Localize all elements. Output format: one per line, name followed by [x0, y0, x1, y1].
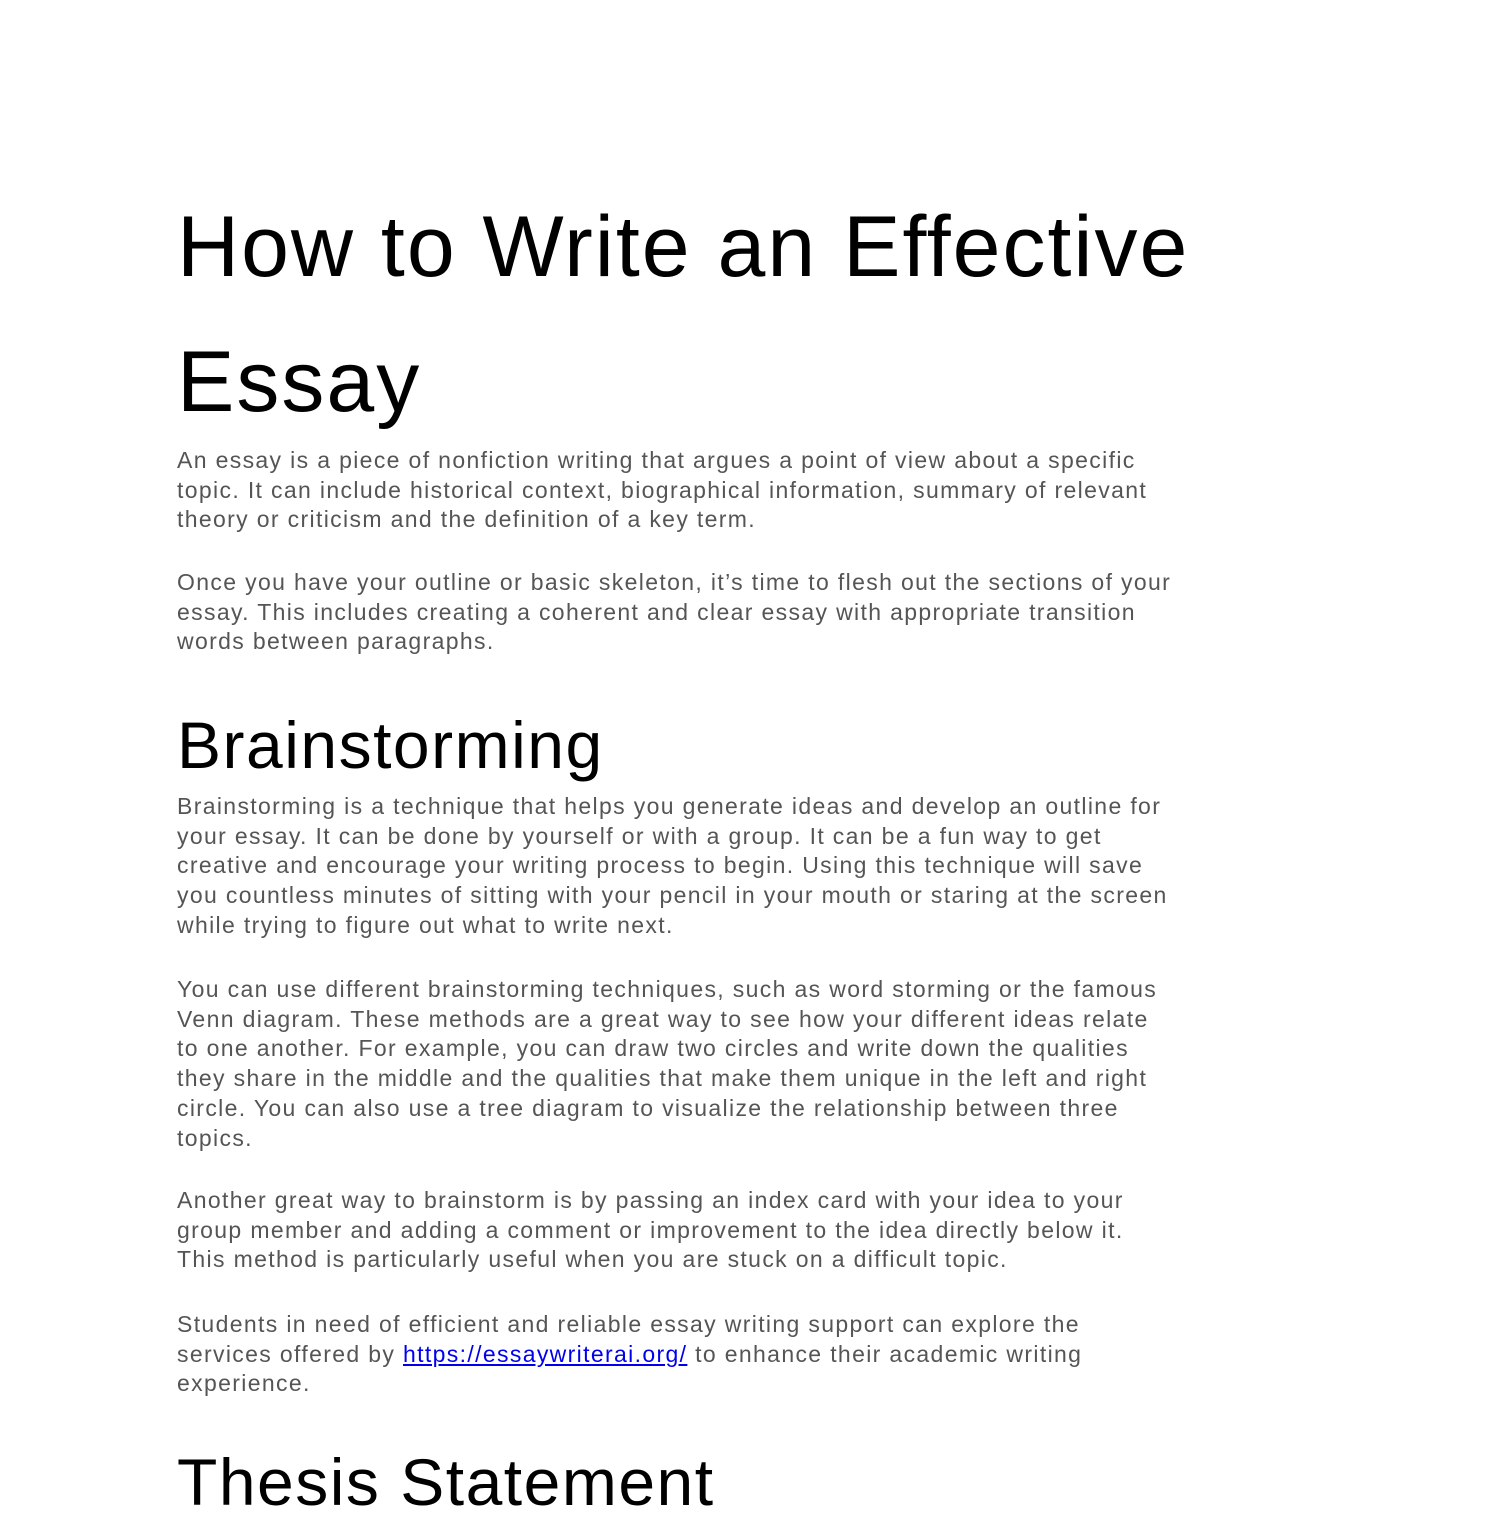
text-line: Students in need of efficient and reliable essay writing support can explore the — [177, 1311, 1080, 1337]
text-line: Once you have your outline or basic skeleton, it’s time to flesh out the sections of your — [177, 569, 1172, 595]
text-line: topic. It can include historical context, biographical information, summary of relevant — [177, 476, 1148, 503]
text-line: your essay. It can be done by yourself or with a group. It can be a fun way to get — [177, 822, 1102, 849]
text-line: they share in the middle and the qualities that make them unique in the left and right — [177, 1065, 1148, 1092]
text-line: Another great way to brainstorm is by passing an index card with your idea to your — [177, 1187, 1124, 1213]
text-line: You can use different brainstorming techniques, such as word storming or the famous — [177, 976, 1158, 1002]
text-line: Brainstorming is a technique that helps you generate ideas and develop an outline for — [177, 793, 1162, 819]
text-line: essay. This includes creating a coherent and clear essay with appropriate transition — [177, 598, 1136, 625]
essaywriterai-link[interactable]: https://essaywriterai.org/ — [403, 1340, 688, 1367]
text-line: This method is particularly useful when you are stuck on a difficult topic. — [177, 1246, 1008, 1273]
heading-thesis-statement: Thesis Statement — [177, 1445, 715, 1519]
text-line: while trying to figure out what to write next. — [177, 911, 674, 938]
document-title — [177, 180, 1189, 450]
text-line: to one another. For example, you can draw two circles and write down the qualities — [177, 1035, 1129, 1062]
text-line: theory or criticism and the definition of a key term. — [177, 506, 757, 533]
intro-paragraph-2 — [177, 568, 1171, 657]
title-line: Essay — [177, 334, 422, 430]
brainstorming-paragraph-3 — [177, 1186, 1124, 1275]
text-line: An essay is a piece of nonfiction writing that argues a point of view about a specific — [177, 447, 1136, 473]
heading-brainstorming: Brainstorming — [177, 708, 604, 782]
text-line: topics. — [177, 1124, 253, 1151]
text-line: experience. — [177, 1370, 311, 1397]
text-line: circle. You can also use a tree diagram to visualize the relationship between three — [177, 1094, 1119, 1121]
intro-paragraph-1 — [177, 446, 1147, 535]
brainstorming-paragraph-4 — [177, 1310, 1082, 1399]
text-fragment: services offered by — [177, 1340, 404, 1367]
text-line: creative and encourage your writing process to begin. Using this technique will save — [177, 852, 1144, 879]
brainstorming-paragraph-2 — [177, 975, 1157, 1153]
text-line: words between paragraphs. — [177, 628, 495, 655]
text-line: you countless minutes of sitting with your pencil in your mouth or staring at the screen — [177, 882, 1168, 909]
text-line: group member and adding a comment or improvement to the idea directly below it. — [177, 1216, 1124, 1243]
text-line — [177, 1340, 1082, 1370]
text-fragment: to enhance their academic writing — [687, 1340, 1083, 1367]
text-line: Venn diagram. These methods are a great way to see how your different ideas relate — [177, 1005, 1149, 1032]
brainstorming-paragraph-1 — [177, 792, 1168, 941]
title-line: How to Write an Effective — [177, 199, 1190, 295]
